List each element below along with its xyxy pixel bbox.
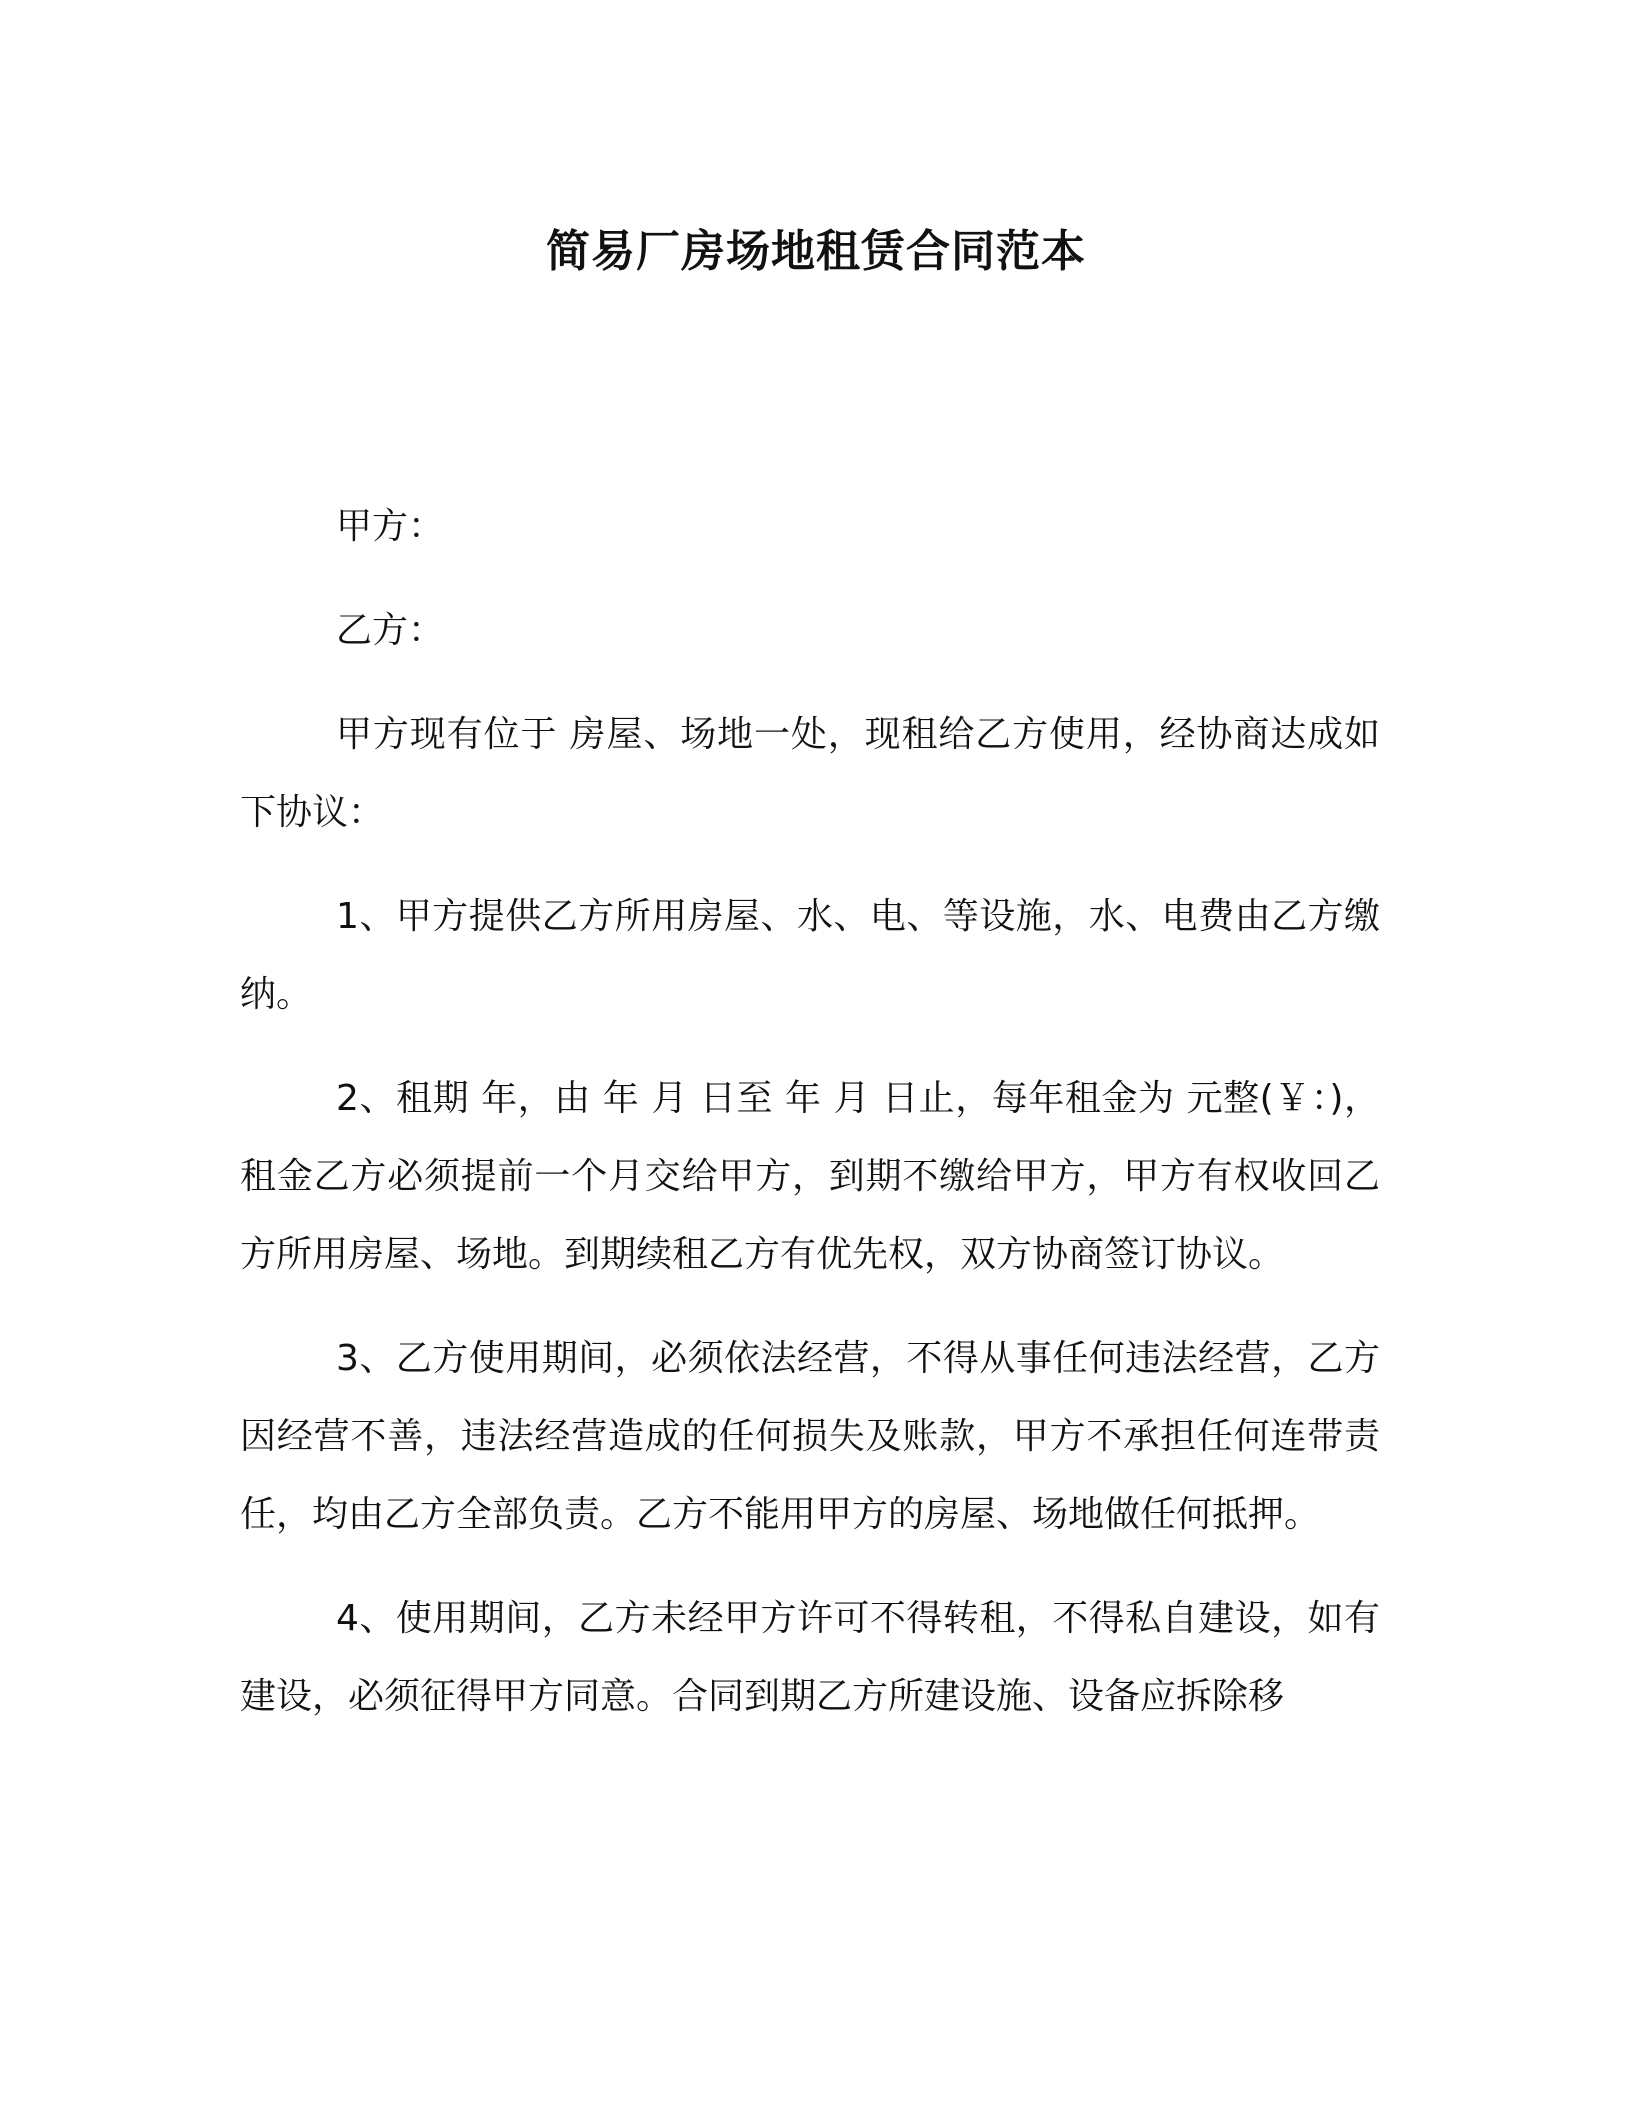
intro-paragraph: 甲方现有位于 房屋、场地一处，现租给乙方使用，经协商达成如下协议： [240, 714, 1380, 833]
clause-2: 2、租期 年，由 年 月 日至 年 月 日止，每年租金为 元整(￥：)，租金乙方必须提前一个月交给甲方，到期不缴给甲方，甲方有权收回乙方所用房屋、场地。到期续租乙方有优先权，双方协商签订协议。 [240, 1078, 1380, 1275]
clause-1: 1、甲方提供乙方所用房屋、水、电、等设施，水、电费由乙方缴纳。 [240, 896, 1380, 1015]
clause-3: 3、乙方使用期间，必须依法经营，不得从事任何违法经营，乙方因经营不善，违法经营造成的任何损失及账款，甲方不承担任何连带责任，均由乙方全部负责。乙方不能用甲方的房屋、场地做任何抵押。 [240, 1338, 1380, 1535]
party-b-label: 乙方： [336, 610, 445, 651]
document-body [240, 488, 1380, 1762]
party-a-label: 甲方： [336, 506, 445, 547]
document-title: 简易厂房场地租赁合同范本 [546, 226, 1086, 277]
clause-4: 4、使用期间，乙方未经甲方许可不得转租，不得私自建设，如有建设，必须征得甲方同意。合同到期乙方所建设施、设备应拆除移 [240, 1598, 1380, 1717]
